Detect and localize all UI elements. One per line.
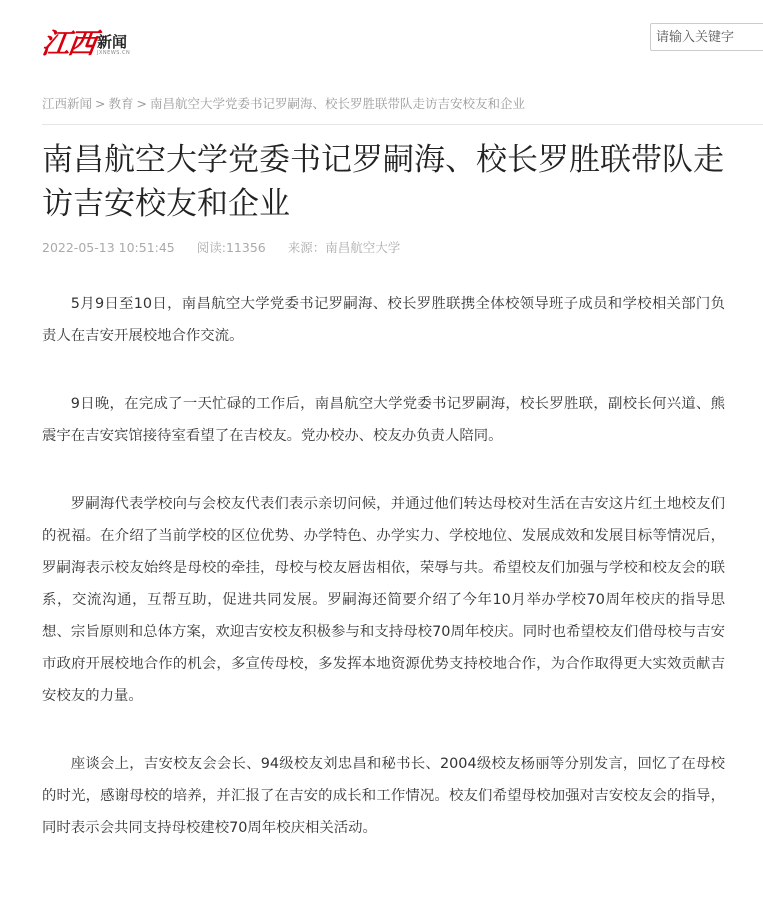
breadcrumb-separator: > [95,96,106,111]
article-paragraph: 罗嗣海代表学校向与会校友代表们表示亲切问候，并通过他们转达母校对生活在吉安这片红土地校友们的祝福。在介绍了当前学校的区位优势、办学特色、办学实力、学校地位、发展成效和发展目标等情况后，罗嗣海表示校友始终是母校的牵挂，母校与校友唇齿相依，荣辱与共。希望校友们加强与学校和校友会的联系，交流沟通，互帮互助，促进共同发展。罗嗣海还简要介绍了今年10月举办学校70周年校庆的指导思想、宗旨原则和总体方案，欢迎吉安校友积极参与和支持母校70周年校庆。同时也希望校友们借母校与吉安市政府开展校地合作的机会，多宣传母校，多发挥本地资源优势支持校地合作，为合作取得更大实效贡献吉安校友的力量。 [42,496,725,704]
article-meta [42,238,422,256]
article-title: 南昌航空大学党委书记罗嗣海、校长罗胜联带队走访吉安校友和企业 [42,142,724,222]
article-paragraph: 5月9日至10日，南昌航空大学党委书记罗嗣海、校长罗胜联携全体校领导班子成员和学校相关部门负责人在吉安开展校地合作交流。 [42,296,725,344]
logo-domain-text: JXNEWS.CN [97,50,131,56]
breadcrumb-home-link[interactable]: 江西新闻 [42,96,93,111]
publish-date: 2022-05-13 10:51:45 [42,240,175,255]
search-input[interactable] [650,23,763,51]
site-logo[interactable] [39,20,131,60]
article-paragraph: 座谈会上，吉安校友会会长、94级校友刘忠昌和秘书长、2004级校友杨丽等分别发言，回忆了在母校的时光，感谢母校的培养，并汇报了在吉安的成长和工作情况。校友们希望母校加强对吉安校友会的指导，同时表示会共同支持母校建校70周年校庆相关活动。 [42,756,725,836]
breadcrumb-current-link[interactable]: 南昌航空大学党委书记罗嗣海、校长罗胜联带队走访吉安校友和企业 [150,96,526,111]
logo-mark: 江西 [39,27,97,60]
logo-side [97,34,130,57]
logo-news-text: 新闻 [97,33,128,51]
article-source: 来源：南昌航空大学 [287,240,401,255]
article-body [42,288,725,880]
read-count: 阅读:11356 [196,240,266,255]
breadcrumb-education-link[interactable]: 教育 [108,96,134,111]
article-paragraph: 9日晚，在完成了一天忙碌的工作后，南昌航空大学党委书记罗嗣海，校长罗胜联，副校长何兴道、熊震宇在吉安宾馆接待室看望了在吉校友。党办校办、校友办负责人陪同。 [42,396,725,444]
breadcrumb-separator: > [136,96,147,111]
site-header [0,0,763,80]
header-divider [42,124,763,125]
breadcrumb [42,94,525,112]
